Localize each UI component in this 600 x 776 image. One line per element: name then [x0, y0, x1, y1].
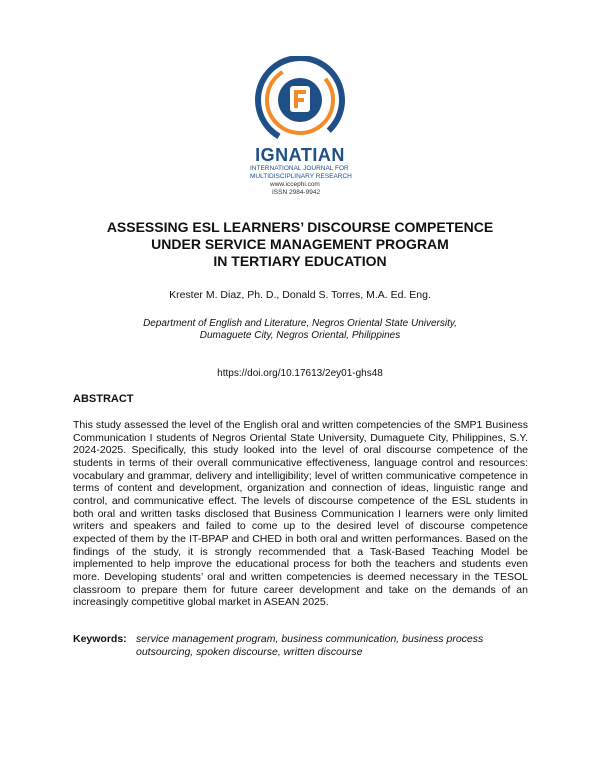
- journal-url[interactable]: www.iccephi.com: [270, 181, 320, 188]
- affiliation: [0, 318, 600, 342]
- affiliation-line-1: Department of English and Literature, Negros Oriental State University,: [143, 318, 457, 329]
- abstract-heading: ABSTRACT: [73, 393, 134, 405]
- title-line-3: IN TERTIARY EDUCATION: [213, 253, 387, 269]
- journal-subtitle: [250, 165, 360, 180]
- journal-subtitle-line1: INTERNATIONAL JOURNAL FOR: [250, 165, 349, 172]
- title-line-1: ASSESSING ESL LEARNERS’ DISCOURSE COMPETENCE: [106, 219, 494, 235]
- abstract-text: This study assessed the level of the English oral and written competencies of the SMP1 Business Communication I students of Negros Oriental State University, Dumaguete City, Philippines, S.Y. 2024-2025. Specifically, this study looked into the level of oral discourse competence of the students in terms of their overall communicative effectiveness, language control and resources: vocabulary and grammar, delivery and intelligibility; level of written communicative competence in terms of content and development, organization and connection of ideas, linguistic range and control, and communicative effect. The levels of discourse competence of the ESL students in both oral and written tasks disclosed that Business Communication I learners were only limited writers and speakers and failed to come up to the desired level of discourse competence expected of them by the IT-BPAP and CHED in both oral and written performances. Based on the findings of the study, it is strongly recommended that a Task-Based Teaching Model be implemented to help improve the educational process for both the teachers and students even more. Developing students’ oral and written competencies is deemed necessary in the TESOL classroom to prepare them for future career development and take on the demands of an increasingly competitive global market in ASEAN 2025.: [73, 419, 528, 609]
- keywords-text: service management program, business communication, business process outsourcing, spoken discourse, written discourse: [136, 633, 484, 658]
- affiliation-line-2: Dumaguete City, Negros Oriental, Philippines: [199, 330, 401, 341]
- title-line-2: UNDER SERVICE MANAGEMENT PROGRAM: [151, 236, 449, 252]
- journal-subtitle-line2: MULTIDISCIPLINARY RESEARCH: [250, 172, 352, 180]
- journal-logo: [250, 56, 350, 150]
- journal-name: IGNATIAN: [255, 145, 345, 165]
- paper-title: [0, 219, 600, 270]
- authors: Krester M. Diaz, Ph. D., Donald S. Torres, M.A. Ed. Eng.: [169, 289, 431, 301]
- journal-issn: ISSN 2984-9942: [272, 189, 321, 196]
- doi-link[interactable]: https://doi.org/10.17613/2ey01-ghs48: [217, 368, 383, 379]
- keywords-label: Keywords:: [73, 633, 127, 645]
